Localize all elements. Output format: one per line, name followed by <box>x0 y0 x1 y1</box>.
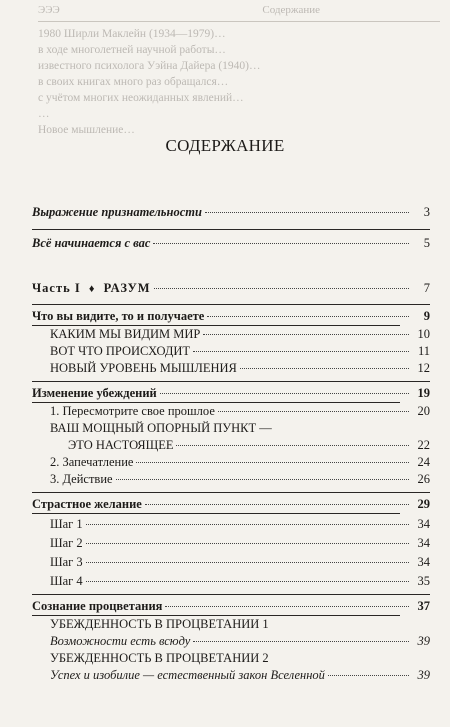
toc-section-title[interactable]: Изменение убеждений 19 <box>32 386 430 400</box>
toc-entry[interactable]: Шаг 2 34 <box>50 536 430 550</box>
bleed-line: Новое мышление… <box>38 124 135 136</box>
toc-entry[interactable]: Возможности есть всюду 39 <box>50 634 430 648</box>
toc-page: 7 <box>423 281 430 295</box>
toc-entry-everything-starts[interactable] <box>32 235 430 252</box>
toc-page: 5 <box>423 236 430 250</box>
bleed-header-center: Содержание <box>262 4 320 16</box>
toc-entry[interactable]: Успех и изобилие — естественный закон Вселенной 39 <box>50 668 430 682</box>
bleed-line: в ходе многолетней научной работы… <box>38 44 226 56</box>
bleed-line: известного психолога Уэйна Дайера (1940)… <box>38 60 261 72</box>
bleed-line: с учётом многих неожиданных явлений… <box>38 92 244 104</box>
toc-label: Выражение признательности <box>32 205 202 219</box>
bleed-line: в своих книгах много раз обращался… <box>38 76 229 88</box>
toc-entry[interactable]: ВОТ ЧТО ПРОИСХОДИТ 11 <box>50 344 430 358</box>
toc-section-title[interactable]: Страстное желание 29 <box>32 497 430 511</box>
table-of-contents <box>32 204 430 684</box>
divider <box>32 594 430 595</box>
toc-entry-part1[interactable] <box>32 280 430 298</box>
toc-entry[interactable]: Шаг 3 34 <box>50 555 430 569</box>
toc-entry[interactable]: УБЕЖДЕННОСТЬ В ПРОЦВЕТАНИИ 1 <box>50 617 269 631</box>
bleed-line: … <box>38 108 50 120</box>
toc-entry[interactable]: 2. Запечатление 24 <box>50 455 430 469</box>
bleed-line: 1980 Ширли Маклейн (1934—1979)… <box>38 28 226 40</box>
divider <box>32 492 430 493</box>
bleed-through-text <box>0 0 450 136</box>
toc-section-title[interactable]: Сознание процветания 37 <box>32 599 430 613</box>
toc-entry[interactable]: НОВЫЙ УРОВЕНЬ МЫШЛЕНИЯ 12 <box>50 361 430 375</box>
divider <box>32 381 430 382</box>
part-prefix: Часть I <box>32 281 81 295</box>
part-heading <box>32 280 151 298</box>
toc-entry[interactable]: Шаг 1 34 <box>50 517 430 531</box>
part-name: РАЗУМ <box>103 281 151 295</box>
toc-entry[interactable]: УБЕЖДЕННОСТЬ В ПРОЦВЕТАНИИ 2 <box>50 651 269 665</box>
divider <box>32 513 400 514</box>
toc-entry[interactable]: 1. Пересмотрите свое прошлое 20 <box>50 404 430 418</box>
toc-section-title[interactable]: Что вы видите, то и получаете 9 <box>32 309 430 323</box>
divider <box>32 229 430 230</box>
diamond-icon: ♦ <box>88 283 96 295</box>
toc-label: Всё начинается с вас <box>32 236 151 250</box>
toc-entry[interactable]: Шаг 4 35 <box>50 574 430 588</box>
toc-entry[interactable]: ВАШ МОЩНЫЙ ОПОРНЫЙ ПУНКТ — <box>50 421 272 435</box>
toc-entry[interactable]: КАКИМ МЫ ВИДИМ МИР 10 <box>50 327 430 341</box>
page-title: СОДЕРЖАНИЕ <box>165 136 285 155</box>
toc-entry-acknowledgement[interactable] <box>32 204 430 221</box>
divider <box>32 304 430 305</box>
toc-entry[interactable]: ЭТО НАСТОЯЩЕЕ 22 <box>68 438 430 452</box>
bleed-header-left: ЭЭЭ <box>38 4 60 16</box>
toc-page: 3 <box>423 205 430 219</box>
toc-entry[interactable]: 3. Действие 26 <box>50 472 430 486</box>
